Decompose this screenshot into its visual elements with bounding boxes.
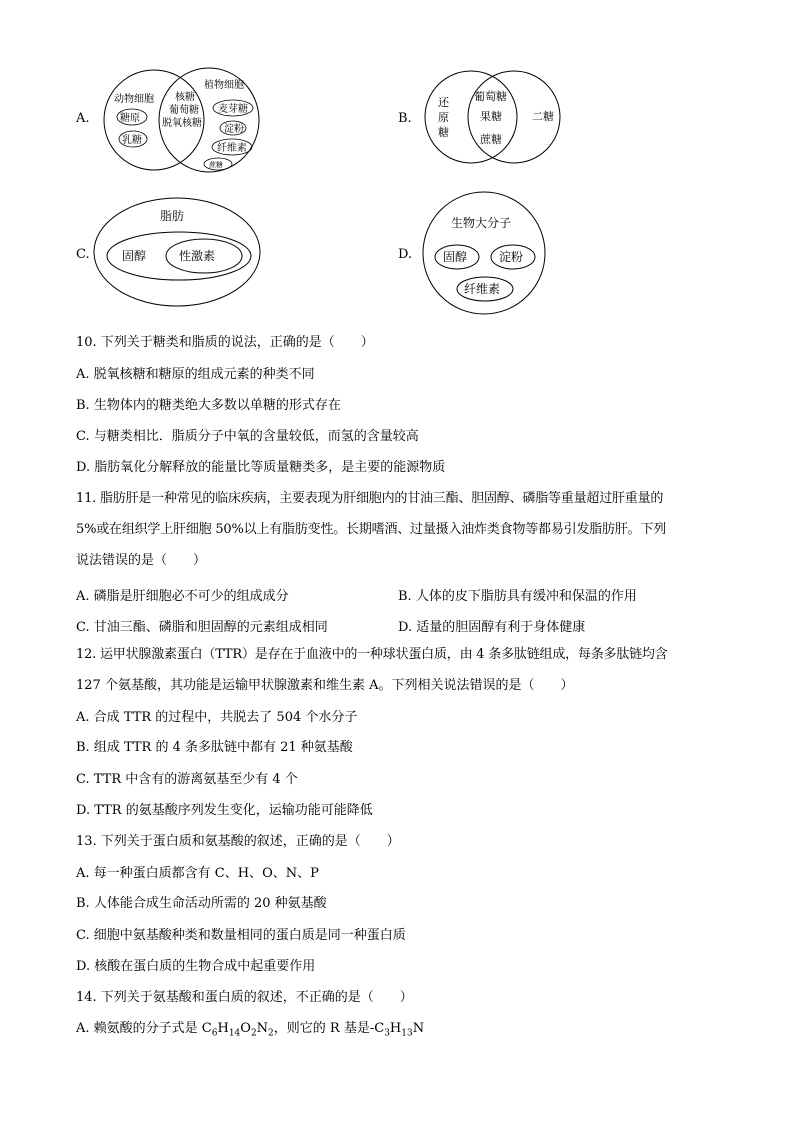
q14-option-a: A. 赖氨酸的分子式是 $C_6H_{14}O_2N_2$，则它的 R 基是$-C_3H_{13}N$ <box>76 1021 425 1039</box>
q12-stem-line1: 12. 运甲状腺激素蛋白（TTR）是存在于血液中的一种球状蛋白质，由 4 条多肽链组成，每条多肽链均含 <box>76 647 668 662</box>
reducing-label-2: 原 <box>438 111 449 124</box>
option-b-letter: B. <box>398 111 412 126</box>
starch-label: 淀粉 <box>224 124 244 135</box>
d-sterol-label: 固醇 <box>443 250 468 264</box>
diagram-c <box>92 196 264 308</box>
q11-stem-line1: 11. 脂肪肝是一种常见的临床疾病，主要表现为肝细胞内的甘油三酯、胆固醇、磷脂等重量超过肝重量的 <box>76 491 664 506</box>
glucose-label: 葡萄糖 <box>169 105 199 116</box>
deoxyribose-label: 脱氧核糖 <box>162 118 202 129</box>
q13-option-c: C. 细胞中氨基酸种类和数量相同的蛋白质是同一种蛋白质 <box>76 928 406 943</box>
q13-stem: 13. 下列关于蛋白质和氨基酸的叙述，正确的是（ ） <box>76 834 400 849</box>
maltose-label: 麦芽糖 <box>218 104 248 115</box>
sucrose-label: 蔗糖 <box>209 161 223 169</box>
b-glucose-label: 葡萄糖 <box>474 90 507 103</box>
glycogen-label: 糖原 <box>120 113 140 124</box>
ribose-label: 核糖 <box>175 92 195 103</box>
diagram-b <box>424 68 564 168</box>
sex-hormone-label: 性激素 <box>179 249 216 263</box>
fat-label: 脂肪 <box>160 209 185 223</box>
diagram-d <box>421 190 547 316</box>
option-c-letter: C. <box>76 247 90 262</box>
q12-option-d: D. TTR 的氨基酸序列发生变化，运输功能可能降低 <box>76 803 373 818</box>
b-sucrose-label: 蔗糖 <box>480 133 502 146</box>
macromolecule-label: 生物大分子 <box>451 216 512 230</box>
q12-stem-line2: 127 个氨基酸，其功能是运输甲状腺激素和维生素 A。下列相关说法错误的是（ ） <box>76 678 574 693</box>
reducing-label-1: 还 <box>438 96 449 109</box>
sterol-label: 固醇 <box>122 249 147 263</box>
q13-option-b: B. 人体能合成生命活动所需的 20 种氨基酸 <box>76 896 327 911</box>
q10-option-b: B. 生物体内的糖类绝大多数以单糖的形式存在 <box>76 398 341 413</box>
q12-option-c: C. TTR 中含有的游离氨基至少有 4 个 <box>76 772 298 787</box>
lactose-label: 乳糖 <box>122 135 142 146</box>
q12-option-a: A. 合成 TTR 的过程中，共脱去了 504 个水分子 <box>76 710 358 725</box>
q12-option-b: B. 组成 TTR 的 4 条多肽链中都有 21 种氨基酸 <box>76 740 353 755</box>
diagram-a <box>102 66 262 176</box>
q11-option-a: A. 磷脂是肝细胞必不可少的组成成分 <box>76 589 289 604</box>
reducing-label-3: 糖 <box>438 126 449 139</box>
d-cellulose-label: 纤维素 <box>464 282 501 296</box>
q10-stem: 10. 下列关于糖类和脂质的说法，正确的是（ ） <box>76 335 374 350</box>
option-a-letter: A. <box>76 111 90 126</box>
q13-option-d: D. 核酸在蛋白质的生物合成中起重要作用 <box>76 959 316 974</box>
q11-option-d: D. 适量的胆固醇有利于身体健康 <box>398 620 586 635</box>
q14-stem: 14. 下列关于氨基酸和蛋白质的叙述，不正确的是（ ） <box>76 990 413 1005</box>
q11-option-b: B. 人体的皮下脂肪具有缓冲和保温的作用 <box>398 589 637 604</box>
plant-cell-title: 植物细胞 <box>204 80 244 91</box>
disaccharide-label: 二糖 <box>532 110 554 123</box>
q10-option-d: D. 脂肪氧化分解释放的能量比等质量糖类多，是主要的能源物质 <box>76 460 446 475</box>
cellulose-label: 纤维素 <box>217 143 247 154</box>
q11-option-c: C. 甘油三酯、磷脂和胆固醇的元素组成相同 <box>76 620 328 635</box>
option-d-letter: D. <box>398 247 413 262</box>
animal-cell-title: 动物细胞 <box>114 94 154 105</box>
b-fructose-label: 果糖 <box>480 110 502 123</box>
q11-stem-line2: 5%或在组织学上肝细胞 50%以上有脂肪变性。长期嗜酒、过量摄入油炸类食物等都易引发脂肪肝。下列 <box>76 522 667 537</box>
q10-option-c: C. 与糖类相比．脂质分子中氧的含量较低，而氢的含量较高 <box>76 429 419 444</box>
d-starch-label: 淀粉 <box>499 250 524 264</box>
q11-stem-line3: 说法错误的是（ ） <box>76 553 207 568</box>
q10-option-a: A. 脱氧核糖和糖原的组成元素的种类不同 <box>76 367 315 382</box>
q13-option-a: A. 每一种蛋白质都含有 C、H、O、N、P <box>76 866 319 881</box>
